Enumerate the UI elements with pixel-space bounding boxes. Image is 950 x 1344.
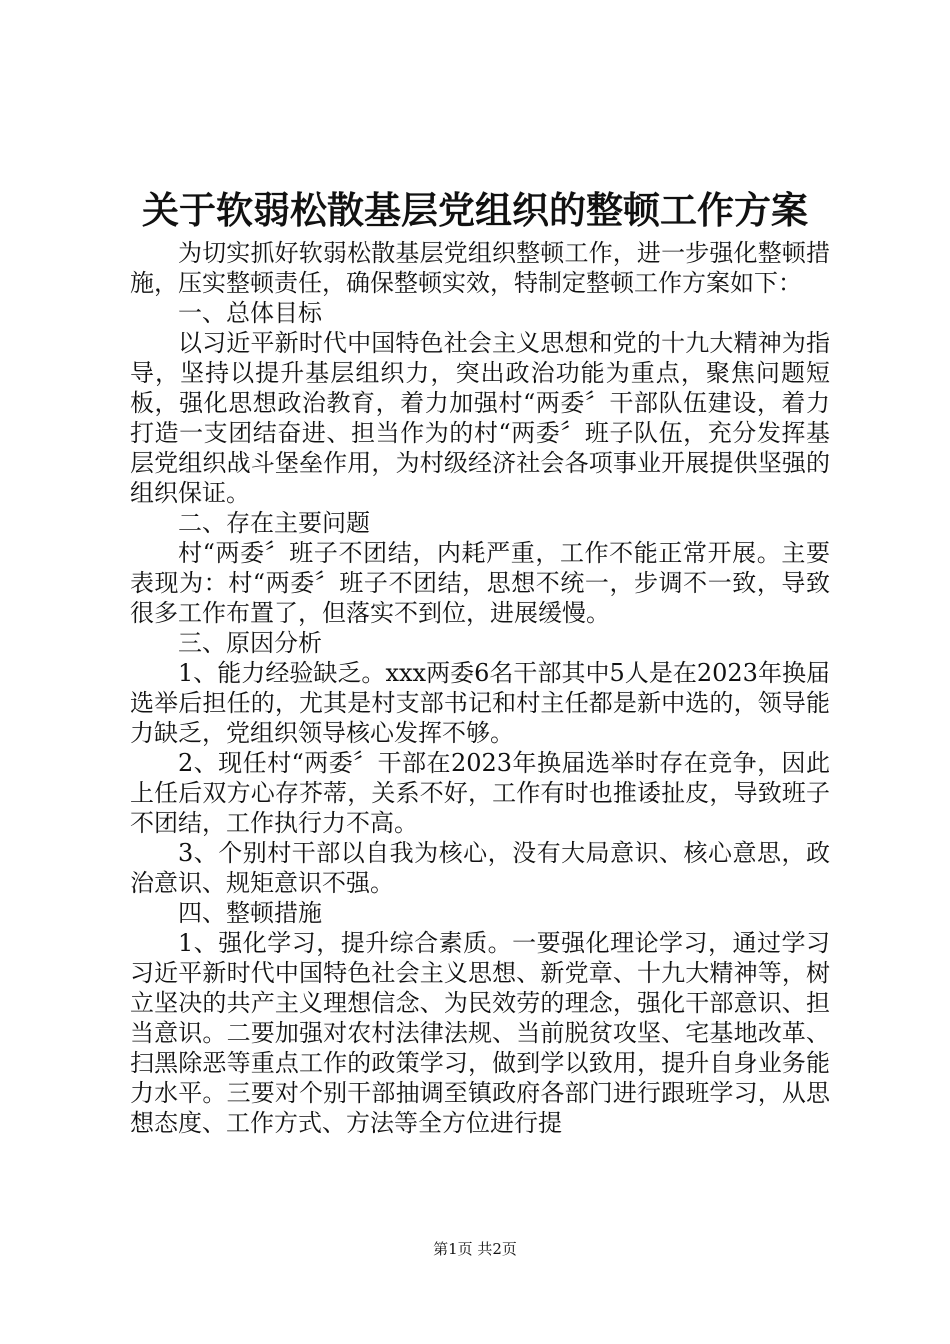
paragraph-cause-3: 3、个别村干部以自我为核心，没有大局意识、核心意思，政治意识、规矩意识不强。: [130, 839, 830, 897]
paragraph-goals: 以习近平新时代中国特色社会主义思想和党的十九大精神为指导，坚持以提升基层组织力，突出政治功能为重点，聚焦问题短板，强化思想政治教育，着力加强村“两委〞干部队伍建设，着力打造一支团结奋进、担当作为的村“两委〞班子队伍，充分发挥基层党组织战斗堡垒作用，为村级经济社会各项事业开展提供坚强的组织保证。: [130, 329, 830, 507]
paragraph-cause-1: 1、能力经验缺乏。xxx两委6名干部其中5人是在2023年换届选举后担任的，尤其是村支部书记和村主任都是新中选的，领导能力缺乏，党组织领导核心发挥不够。: [130, 659, 830, 747]
page-footer: 第1页 共2页: [433, 1240, 517, 1258]
paragraph-problems: 村“两委〞班子不团结，内耗严重，工作不能正常开展。主要表现为：村“两委〞班子不团结，思想不统一，步调不一致，导致很多工作布置了，但落实不到位，进展缓慢。: [130, 539, 830, 627]
paragraph-cause-2: 2、现任村“两委〞干部在2023年换届选举时存在竞争，因此上任后双方心存芥蒂，关系不好，工作有时也推诿扯皮，导致班子不团结，工作执行力不高。: [130, 749, 830, 837]
section-heading-2: 二、存在主要问题: [178, 509, 370, 537]
paragraph-intro: 为切实抓好软弱松散基层党组织整顿工作，进一步强化整顿措施，压实整顿责任，确保整顿实效，特制定整顿工作方案如下：: [130, 239, 830, 297]
section-heading-3: 三、原因分析: [178, 629, 322, 657]
section-heading-4: 四、整顿措施: [178, 899, 322, 927]
document-title: 关于软弱松散基层党组织的整顿工作方案: [142, 188, 808, 232]
document-body: [130, 238, 830, 1138]
paragraph-measure-1: 1、强化学习，提升综合素质。一要强化理论学习，通过学习习近平新时代中国特色社会主义思想、新党章、十九大精神等，树立坚决的共产主义理想信念、为民效劳的理念，强化干部意识、担当意识。二要加强对农村法律法规、当前脱贫攻坚、宅基地改革、扫黑除恶等重点工作的政策学习，做到学以致用，提升自身业务能力水平。三要对个别干部抽调至镇政府各部门进行跟班学习，从思想态度、工作方式、方法等全方位进行提: [130, 929, 830, 1137]
section-heading-1: 一、总体目标: [178, 299, 322, 327]
